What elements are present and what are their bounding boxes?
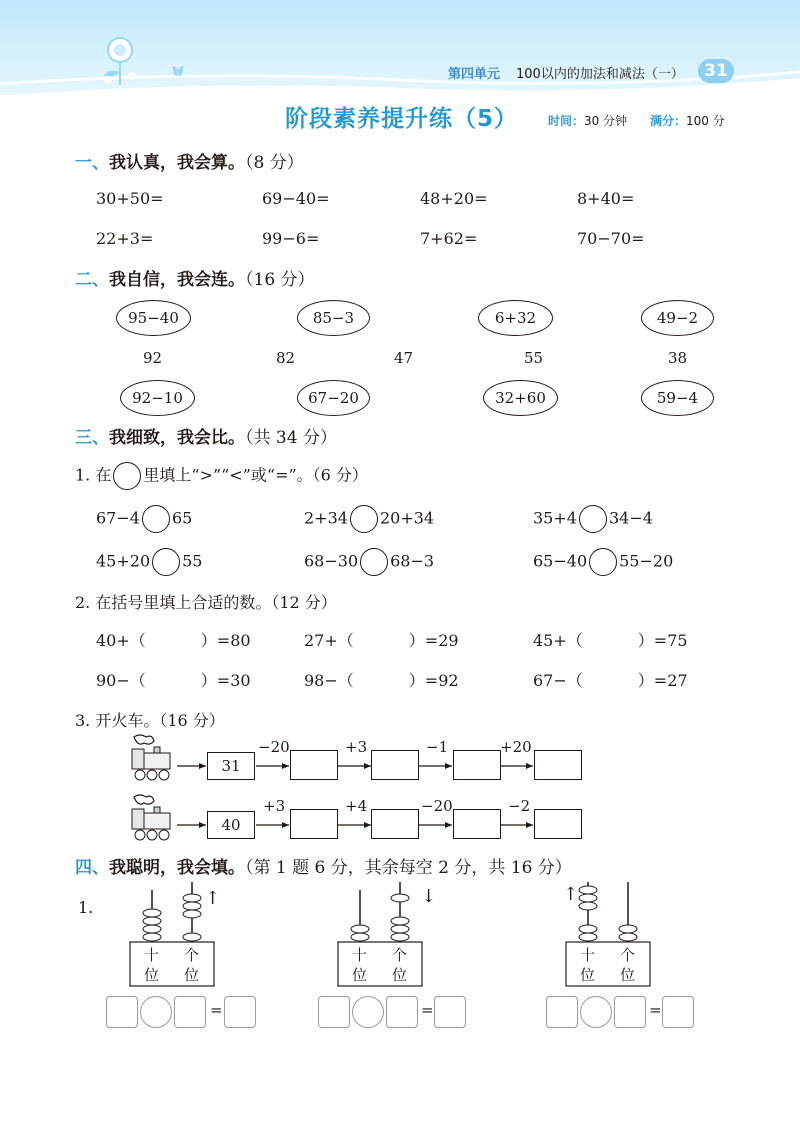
place-tens: 十 <box>144 946 160 964</box>
compare-item <box>96 548 202 576</box>
section1-heading <box>75 148 304 173</box>
q4-1-label: 1. <box>78 898 94 917</box>
unit-title: 100以内的加法和减法（一） <box>516 67 684 82</box>
page-number: 31 <box>698 59 734 83</box>
train-answer-box[interactable] <box>534 750 582 780</box>
match-number[interactable]: 55 <box>524 349 544 367</box>
section-title: 我认真，我会算。 <box>109 153 245 173</box>
match-oval-bottom[interactable]: 59−4 <box>641 380 714 416</box>
train-answer-box[interactable] <box>534 809 582 839</box>
place-ones: 个 <box>392 946 408 964</box>
sample-circle <box>113 462 141 490</box>
compare-item <box>533 505 653 533</box>
match-oval-bottom[interactable]: 92−10 <box>120 380 195 416</box>
place-ones: 个 <box>184 946 200 964</box>
fill-right: ）=29 <box>408 631 459 650</box>
answer-box[interactable] <box>224 996 256 1028</box>
match-number[interactable]: 47 <box>394 349 414 367</box>
fill-right: ）=75 <box>637 631 688 650</box>
fill-left: 67−（ <box>533 671 583 690</box>
compare-item <box>96 505 192 533</box>
arrow-up-icon: ↑ <box>205 888 221 909</box>
q2-instruction: 2. 在括号里填上合适的数。（12 分） <box>75 593 337 612</box>
place-suffix: 位 <box>144 966 160 984</box>
equals-sign: = <box>649 1001 662 1019</box>
answer-box[interactable] <box>546 996 578 1028</box>
train-op: +4 <box>345 797 368 815</box>
answer-box[interactable] <box>434 996 466 1028</box>
answer-box[interactable] <box>662 996 694 1028</box>
answer-circle[interactable] <box>580 996 612 1028</box>
answer-box[interactable] <box>614 996 646 1028</box>
train-answer-box[interactable] <box>290 750 338 780</box>
place-suffix: 位 <box>580 966 596 984</box>
equals-sign: = <box>210 1001 223 1019</box>
compare-item <box>304 548 434 576</box>
train-answer-box[interactable] <box>371 750 419 780</box>
calc-item: 7+62= <box>420 229 478 248</box>
section-number: 一、 <box>75 153 109 173</box>
section4-heading <box>75 853 572 878</box>
answer-circle[interactable] <box>352 996 384 1028</box>
score-label: 满分： <box>650 114 687 128</box>
q1-instruction <box>75 462 368 490</box>
compare-right: 20+34 <box>379 508 435 528</box>
fill-right: ）=80 <box>200 631 251 650</box>
answer-box[interactable] <box>106 996 138 1028</box>
match-number[interactable]: 92 <box>143 349 163 367</box>
section-points: （16 分） <box>245 270 315 290</box>
match-oval-top[interactable]: 95−40 <box>116 300 191 336</box>
section-points: （第 1 题 6 分，其余每空 2 分，共 16 分） <box>245 858 572 878</box>
ones-beads <box>391 894 409 941</box>
train-answer-box[interactable] <box>290 809 338 839</box>
compare-left: 35+4 <box>533 508 577 528</box>
page-title: 阶段素养提升练（5） <box>285 106 519 132</box>
compare-right: 65 <box>171 508 193 528</box>
train-start-box: 40 <box>207 811 255 839</box>
fill-right: ）=27 <box>637 671 688 690</box>
fill-left: 90−（ <box>96 671 146 690</box>
score-value: 100 分 <box>686 114 725 128</box>
compare-circle[interactable] <box>152 548 180 576</box>
section2-heading <box>75 265 315 290</box>
section-title: 我聪明，我会填。 <box>109 858 245 878</box>
train-answer-box[interactable] <box>371 809 419 839</box>
answer-box[interactable] <box>386 996 418 1028</box>
fill-right: ）=92 <box>408 671 459 690</box>
match-oval-top[interactable]: 6+32 <box>478 300 553 336</box>
train-answer-box[interactable] <box>453 750 501 780</box>
fill-item <box>304 668 459 691</box>
answer-box[interactable] <box>174 996 206 1028</box>
section-title: 我自信，我会连。 <box>109 270 245 290</box>
ones-beads <box>619 925 637 941</box>
train-op: −2 <box>508 797 531 815</box>
section3-heading <box>75 423 337 448</box>
time-label: 时间： <box>548 114 585 128</box>
tens-beads <box>351 925 369 941</box>
fill-left: 27+（ <box>304 631 354 650</box>
compare-right: 55−20 <box>619 551 674 571</box>
time-value: 30 分钟 <box>584 114 628 128</box>
ones-beads <box>183 894 201 941</box>
calc-item: 99−6= <box>262 229 320 248</box>
fill-right: ）=30 <box>200 671 251 690</box>
section-number: 三、 <box>75 428 109 448</box>
compare-left: 68−30 <box>304 551 359 571</box>
fill-item <box>533 668 688 691</box>
unit-label: 第四单元 <box>448 67 501 82</box>
match-number[interactable]: 38 <box>668 349 688 367</box>
arrow-up-icon: ↑ <box>563 884 579 905</box>
match-oval-bottom[interactable]: 67−20 <box>297 380 370 416</box>
compare-right: 55 <box>182 551 203 571</box>
fill-item <box>96 628 251 651</box>
equals-sign: = <box>421 1001 434 1019</box>
q1-prefix: 1. 在 <box>75 465 112 485</box>
calc-item: 70−70= <box>577 229 645 248</box>
place-suffix: 位 <box>620 966 636 984</box>
fill-item <box>96 668 251 691</box>
train-start-box: 31 <box>207 752 255 780</box>
compare-left: 67−4 <box>96 508 140 528</box>
tens-beads <box>143 909 161 941</box>
train-op: −20 <box>421 797 453 815</box>
compare-item <box>533 548 673 576</box>
answer-circle[interactable] <box>140 996 172 1028</box>
calc-item: 22+3= <box>96 229 154 248</box>
compare-left: 65−40 <box>533 551 588 571</box>
train-op: +20 <box>500 738 532 756</box>
section-points: （共 34 分） <box>245 428 337 448</box>
fill-item <box>304 628 459 651</box>
section-points: （8 分） <box>245 153 304 173</box>
place-suffix: 位 <box>184 966 200 984</box>
match-oval-top[interactable]: 49−2 <box>641 300 714 336</box>
calc-item: 48+20= <box>420 189 488 208</box>
fill-left: 98−（ <box>304 671 354 690</box>
match-number[interactable]: 82 <box>276 349 296 367</box>
train-op: +3 <box>263 797 286 815</box>
fill-item <box>533 628 688 651</box>
q3-instruction: 3. 开火车。（16 分） <box>75 711 225 730</box>
train-op: −20 <box>258 738 290 756</box>
compare-right: 34−4 <box>608 508 653 528</box>
arrow-down-icon: ↓ <box>421 886 437 907</box>
compare-circle[interactable] <box>579 505 607 533</box>
compare-left: 2+34 <box>304 508 348 528</box>
place-suffix: 位 <box>392 966 408 984</box>
place-tens: 十 <box>580 946 596 964</box>
place-tens: 十 <box>352 946 368 964</box>
calc-item: 69−40= <box>262 189 330 208</box>
place-ones: 个 <box>620 946 636 964</box>
q1-suffix: 里填上“>”“<”或“=”。（6 分） <box>143 465 368 485</box>
calc-item: 30+50= <box>96 189 164 208</box>
time-info <box>548 112 627 129</box>
section-number: 四、 <box>75 858 109 878</box>
score-info <box>650 112 725 129</box>
answer-box[interactable] <box>318 996 350 1028</box>
compare-circle[interactable] <box>589 548 617 576</box>
section-number: 二、 <box>75 270 109 290</box>
compare-left: 45+20 <box>96 551 151 571</box>
fill-left: 45+（ <box>533 631 583 650</box>
train-answer-box[interactable] <box>453 809 501 839</box>
match-oval-bottom[interactable]: 32+60 <box>483 380 558 416</box>
compare-circle[interactable] <box>350 505 378 533</box>
calc-item: 8+40= <box>577 189 635 208</box>
train-op: +3 <box>345 738 368 756</box>
compare-item <box>304 505 434 533</box>
match-oval-top[interactable]: 85−3 <box>297 300 370 336</box>
compare-right: 68−3 <box>390 551 435 571</box>
section-title: 我细致，我会比。 <box>109 428 245 448</box>
compare-circle[interactable] <box>142 505 170 533</box>
fill-left: 40+（ <box>96 631 146 650</box>
compare-circle[interactable] <box>360 548 388 576</box>
place-suffix: 位 <box>352 966 368 984</box>
train-op: −1 <box>426 738 449 756</box>
